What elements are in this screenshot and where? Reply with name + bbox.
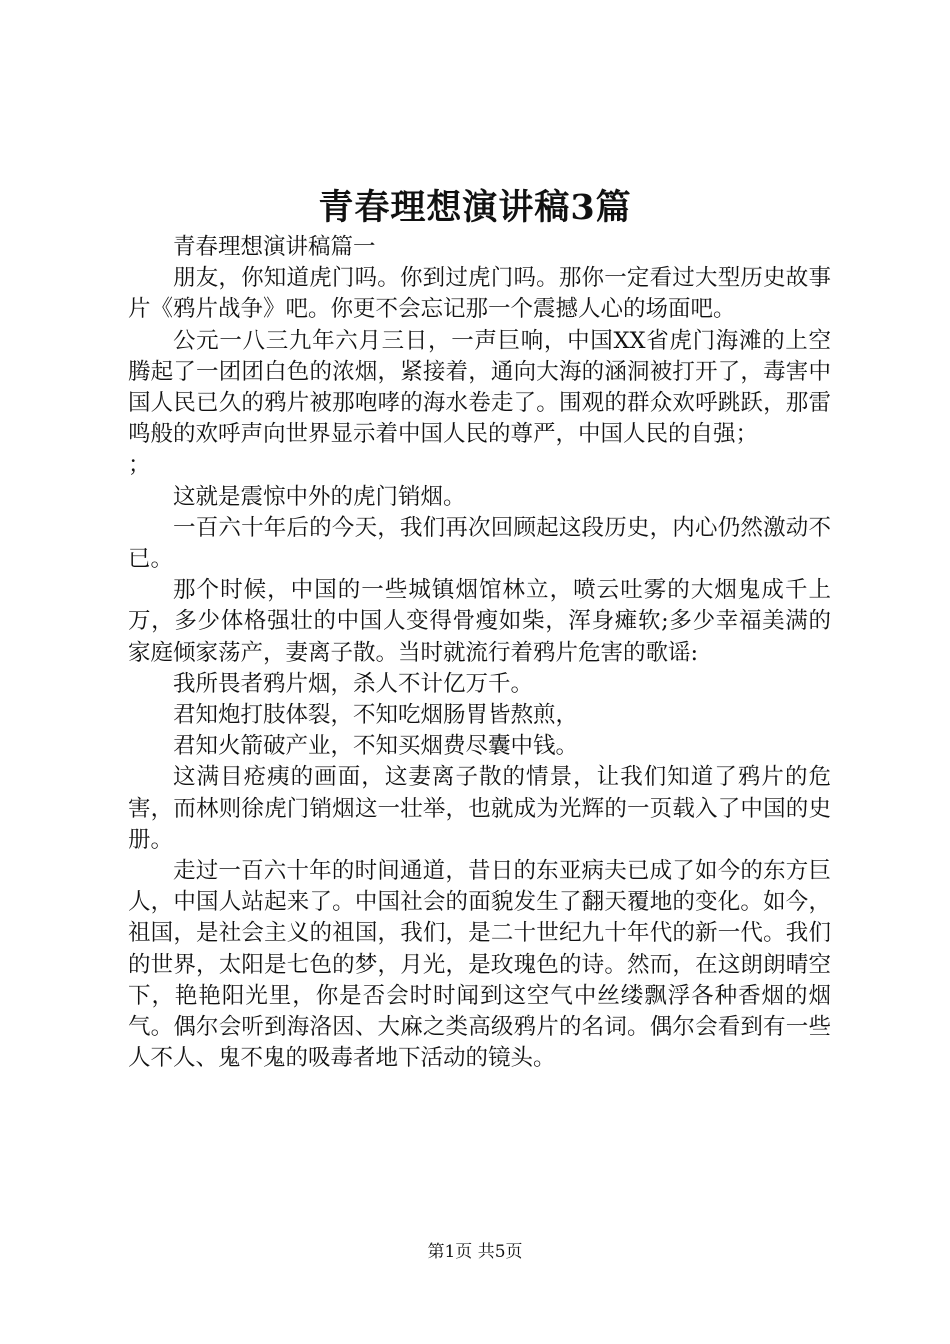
document-body <box>128 232 831 1074</box>
paragraph-continuation: ； <box>128 452 151 479</box>
paragraph: 朋友，你知道虎门吗。你到过虎门吗。那你一定看过大型历史故事片《鸦片战争》吧。你更不会忘记那一个震撼人心的场面吧。 <box>128 265 831 323</box>
paragraph: 走过一百六十年的时间通道，昔日的东亚病夫已成了如今的东方巨人，中国人站起来了。中国社会的面貌发生了翻天覆地的变化。如今，祖国，是社会主义的祖国，我们，是二十世纪九十年代的新一代。我们的世界，太阳是七色的梦，月光，是玫瑰色的诗。然而，在这朗朗晴空下，艳艳阳光里，你是否会时时闻到这空气中丝缕飘浮各种香烟的烟气。偶尔会听到海洛因、大麻之类高级鸦片的名词。偶尔会看到有一些人不人、鬼不鬼的吸毒者地下活动的镜头。 <box>128 858 831 1072</box>
paragraph: 那个时候，中国的一些城镇烟馆林立，喷云吐雾的大烟鬼成千上万，多少体格强壮的中国人变得骨瘦如柴，浑身瘫软;多少幸福美满的家庭倾家荡产，妻离子散。当时就流行着鸦片危害的歌谣: <box>128 577 831 666</box>
verse-line: 君知炮打肢体裂，不知吃烟肠胃皆熬煎， <box>173 702 579 729</box>
verse-line: 我所畏者鸦片烟，杀人不计亿万千。 <box>173 670 534 697</box>
paragraph: 公元一八三九年六月三日，一声巨响，中国XX省虎门海滩的上空腾起了一团团白色的浓烟，紧接着，通向大海的涵洞被打开了，毒害中国人民已久的鸦片被那咆哮的海水卷走了。围观的群众欢呼跳跃，那雷鸣般的欢呼声向世界显示着中国人民的尊严，中国人民的自强； <box>128 327 831 448</box>
section-heading: 青春理想演讲稿篇一 <box>173 234 376 260</box>
verse-line: 君知火箭破产业，不知买烟费尽囊中钱。 <box>173 733 579 760</box>
page-footer: 第1页 共5页 <box>427 1242 523 1262</box>
document-title: 青春理想演讲稿3篇 <box>318 187 632 228</box>
paragraph: 这满目疮痍的画面，这妻离子散的情景，让我们知道了鸦片的危害，而林则徐虎门销烟这一壮举，也就成为光辉的一页载入了中国的史册。 <box>128 764 831 853</box>
paragraph: 这就是震惊中外的虎门销烟。 <box>173 483 466 510</box>
paragraph: 一百六十年后的今天，我们再次回顾起这段历史，内心仍然激动不已。 <box>128 514 831 573</box>
